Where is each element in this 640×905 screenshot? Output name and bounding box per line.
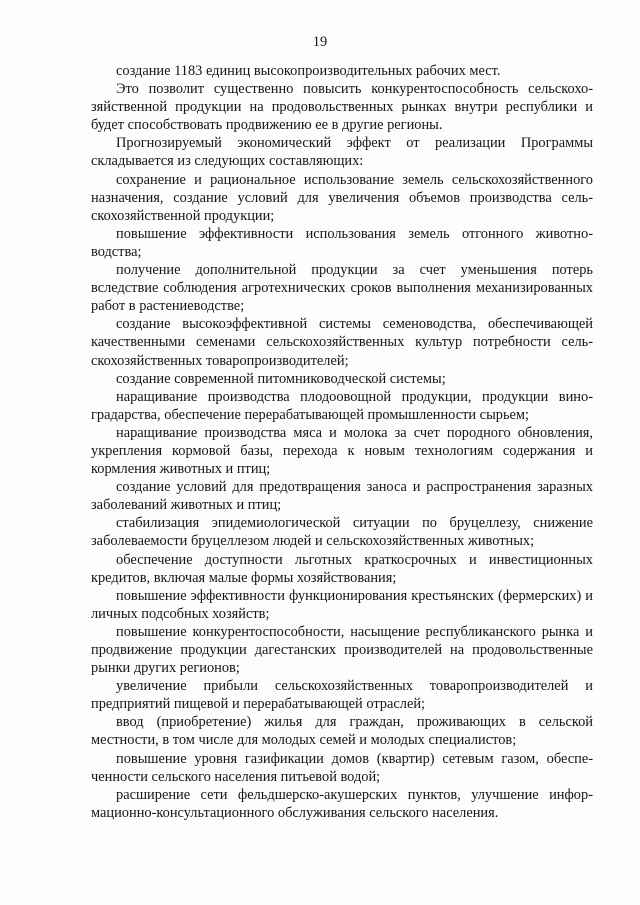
paragraph: создание высокоэффективной системы семеноводства, обеспечивающей качественными семенами сельскохозяйственных культур потребности сельскохозяйственных товаропроизводителей; <box>91 316 593 369</box>
paragraph: Это позволит существенно повысить конкурентоспособность сельскохозяйственной продукции на продовольственных рынках внутри республики и будет способствовать продвижению ее в другие регионы. <box>91 81 593 134</box>
paragraph: создание 1183 единиц высокопроизводительных рабочих мест. <box>116 63 501 79</box>
paragraph: расширение сети фельдшерско-акушерских пунктов, улучшение информационно-консультационного обслуживания сельского населения. <box>91 786 593 821</box>
paragraph: сохранение и рациональное использование земель сельскохозяйственного назначения, создание условий для увеличения объемов производства сельскохозяйственной продукции; <box>91 171 593 224</box>
paragraph: увеличение прибыли сельскохозяйственных товаропроизводителей и предприятий пищевой и перерабатывающей отраслей; <box>91 678 593 713</box>
paragraph: наращивание производства мяса и молока за счет породного обновления, укрепления кормовой базы, перехода к новым технологиям содержания и кормления животных и птиц; <box>91 424 593 478</box>
paragraph: наращивание производства плодоовощной продукции, продукции виноградарства, обеспечение перерабатывающей промышленности сырьем; <box>91 388 593 423</box>
paragraph: повышение уровня газификации домов (квартир) сетевым газом, обеспеченности сельского населения питьевой водой; <box>91 750 593 785</box>
paragraph: создание условий для предотвращения заноса и распространения заразных заболеваний животных и птиц; <box>91 479 593 514</box>
paragraph: Прогнозируемый экономический эффект от реализации Программы складывается из следующих составляющих: <box>91 135 593 170</box>
page-number: 19 <box>312 34 328 50</box>
paragraph: ввод (приобретение) жилья для граждан, проживающих в сельской местности, в том числе для молодых семей и молодых специалистов; <box>91 714 593 749</box>
paragraph: создание современной питомниководческой системы; <box>116 370 446 387</box>
paragraph: повышение конкурентоспособности, насыщение республиканского рынка и продвижение продукции дагестанских производителей на продовольственные рынки других регионов; <box>91 623 593 677</box>
paragraph: стабилизация эпидемиологической ситуации по бруцеллезу, снижение заболеваемости бруцеллезом людей и сельскохозяйственных животных; <box>91 515 593 550</box>
document-body <box>91 62 593 822</box>
paragraph: обеспечение доступности льготных краткосрочных и инвестиционных кредитов, включая малые формы хозяйствования; <box>91 551 593 586</box>
paragraph: повышение эффективности использования земель отгонного животноводства; <box>91 225 593 260</box>
paragraph: повышение эффективности функционирования крестьянских (фермерских) и личных подсобных хозяйств; <box>91 587 593 622</box>
paragraph: получение дополнительной продукции за счет уменьшения потерь вследствие соблюдения агротехнических сроков выполнения механизированных работ в растениеводстве; <box>91 262 593 315</box>
